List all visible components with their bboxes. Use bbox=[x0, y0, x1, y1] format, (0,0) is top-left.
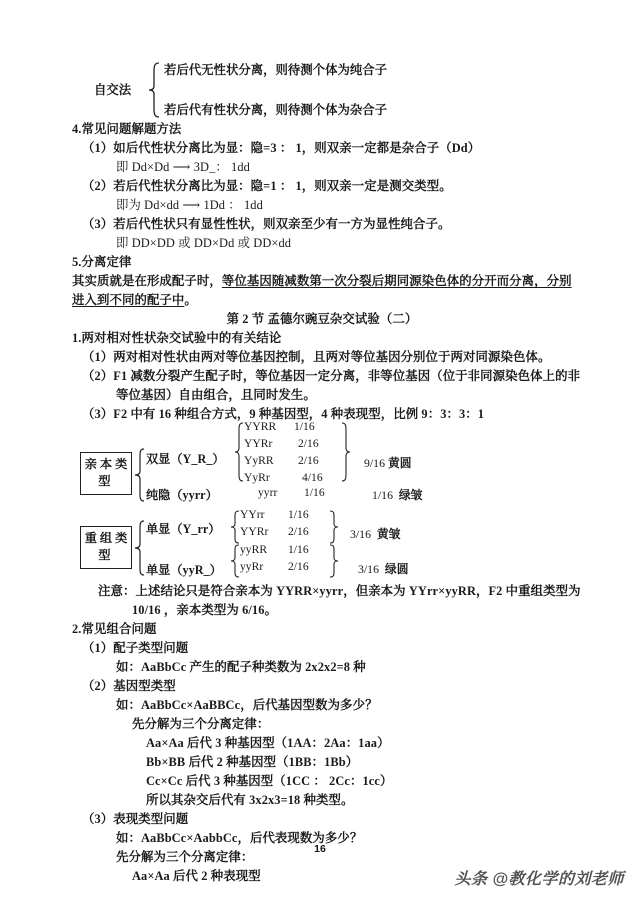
section5-heading: 5.分离定律 bbox=[72, 255, 132, 269]
section4-item-1: （1）如后代性状分离比为显：隐=3 ： 1，则双亲一定都是杂合子（Dd） bbox=[82, 141, 481, 155]
watermark: 头条 @教化学的刘老师 bbox=[454, 871, 624, 888]
section5-body-line1 bbox=[72, 272, 572, 291]
combination-q2-line-1: Aa×Aa 后代 3 种基因型（1AA：2Aa：1aa） bbox=[146, 736, 390, 750]
combination-q3-step: 先分解为三个分离定律： bbox=[116, 850, 254, 864]
single-dominant-yellow-left-brace-icon bbox=[230, 510, 240, 544]
self-cross-diagram bbox=[72, 58, 572, 120]
f2-ratio-diagram bbox=[72, 420, 572, 582]
summary-phenotype-pure-recessive: 绿皱 bbox=[398, 488, 423, 502]
fraction-single-dom-green-2: 2/16 bbox=[288, 560, 309, 573]
conclusions-item-2: （2）F1 减数分裂产生配子时，等位基因一定分离，非等位基因（位于非同源染色体上的非 bbox=[82, 369, 581, 383]
combination-q3-title: （3）表现类型问题 bbox=[82, 812, 189, 826]
page-number: 16 bbox=[314, 843, 326, 855]
genotype-yyrr-2: YYRr bbox=[244, 437, 273, 450]
genotype-single-dom-yellow-2: YYRr bbox=[240, 525, 269, 538]
combination-q2-line-2: Bb×BB 后代 2 种基因型（1BB：1Bb） bbox=[146, 755, 359, 769]
self-cross-label: 自交法 bbox=[94, 83, 132, 97]
summary-fraction-pure-recessive: 1/16 bbox=[372, 488, 393, 502]
double-dominant-left-brace-icon bbox=[234, 422, 244, 482]
parental-type-line1: 亲本类型 bbox=[84, 457, 131, 488]
genotype-single-dom-green-2: yyRr bbox=[240, 560, 264, 573]
section4-item-3: （2）若后代性状分离比为显：隐=1 ： 1，则双亲一定是测交类型。 bbox=[82, 179, 452, 193]
combination-q2-line-3: Cc×Cc 后代 3 种基因型（1CC ： 2Cc：1cc） bbox=[146, 774, 393, 788]
combination-q2-step: 先分解为三个分离定律： bbox=[132, 717, 270, 731]
parental-outer-brace-icon bbox=[134, 448, 145, 502]
single-dominant-green-left-brace-icon bbox=[230, 544, 240, 578]
genotype-yyrr-4: YyRr bbox=[244, 471, 270, 484]
summary-fraction-single-dom-yellow: 3/16 bbox=[350, 527, 371, 541]
document-body bbox=[72, 58, 581, 886]
recombinant-outer-brace-icon bbox=[134, 520, 145, 576]
section5-underline-2: 进入到不同的配子中 bbox=[72, 293, 185, 307]
section5-plain: 其实质就是在形成配子时， bbox=[72, 274, 222, 288]
section4-item-6: 即 DD×DD 或 DD×Dd 或 DD×dd bbox=[116, 236, 292, 250]
group-label-pure-recessive: 纯隐（yyrr） bbox=[146, 488, 218, 502]
summary-phenotype-double-dominant: 黄圆 bbox=[387, 456, 412, 470]
fraction-pure-recessive: 1/16 bbox=[304, 486, 325, 499]
summary-single-dominant-yellow bbox=[350, 525, 401, 542]
combination-q2-result: 所以其杂交后代有 3x2x3=18 种类型。 bbox=[146, 793, 354, 807]
chapter-title: 第 2 节 孟德尔豌豆杂交试验（二） bbox=[226, 312, 418, 326]
combination-q3-line-1: Aa×Aa 后代 2 种表现型 bbox=[132, 869, 261, 883]
fraction-single-dom-green-1: 1/16 bbox=[288, 543, 309, 556]
summary-phenotype-single-dom-yellow: 黄皱 bbox=[376, 527, 401, 541]
fraction-yyrr-4: 4/16 bbox=[302, 471, 323, 484]
section4-item-4: 即为 Dd×dd ⟶ 1Dd ： 1dd bbox=[116, 198, 263, 212]
single-dominant-yellow-right-brace-icon bbox=[328, 510, 339, 544]
recombinant-type-line1: 重组类型 bbox=[84, 531, 131, 562]
section5-body-line2 bbox=[72, 291, 572, 310]
self-cross-branch-bottom: 若后代有性状分离，则待测个体为杂合子 bbox=[164, 103, 388, 117]
combination-q1-example: 如：AaBbCc 产生的配子种类数为 2x2x2=8 种 bbox=[116, 660, 366, 674]
section5-tail: 。 bbox=[184, 293, 197, 307]
conclusions-item-3: （3）F2 中有 16 种组合方式，9 种基因型，4 种表现型，比例 9：3：3：1 bbox=[82, 407, 485, 421]
summary-double-dominant bbox=[364, 454, 412, 471]
conclusions-item-2-cont: 等位基因）自由组合，且同时发生。 bbox=[116, 388, 316, 402]
combination-heading: 2.常见组合问题 bbox=[72, 622, 157, 636]
fraction-single-dom-yellow-2: 2/16 bbox=[288, 525, 309, 538]
note-line-1: 注意：上述结论只是符合亲本为 YYRR×yyrr，但亲本为 YYrr×yyRR，F2 中重组类型为 bbox=[98, 584, 581, 598]
summary-fraction-double-dominant: 9/16 bbox=[364, 456, 385, 470]
combination-q1-title: （1）配子类型问题 bbox=[82, 641, 189, 655]
double-dominant-right-brace-icon bbox=[340, 422, 351, 482]
single-dominant-green-right-brace-icon bbox=[328, 544, 339, 578]
summary-single-dominant-green bbox=[358, 560, 409, 577]
fraction-yyrr-1: 1/16 bbox=[294, 420, 315, 433]
recombinant-type-box bbox=[80, 526, 132, 569]
section5-underline-1: 等位基因随减数第一次分裂后期同源染色体的分开而分离，分别 bbox=[221, 274, 572, 288]
fraction-single-dom-yellow-1: 1/16 bbox=[288, 508, 309, 521]
conclusions-heading: 1.两对相对性状杂交试验中的有关结论 bbox=[72, 331, 282, 345]
section4-item-5: （3）若后代性状只有显性性状，则双亲至少有一方为显性纯合子。 bbox=[82, 217, 451, 231]
fraction-yyrr-2: 2/16 bbox=[298, 437, 319, 450]
genotype-single-dom-yellow-1: YYrr bbox=[240, 508, 265, 521]
note-line-2: 10/16 ，亲本类型为 6/16。 bbox=[132, 603, 277, 617]
genotype-yyrr-1: YYRR bbox=[244, 420, 277, 433]
section4-item-2: 即 Dd×Dd ⟶ 3D_： 1dd bbox=[116, 160, 250, 174]
summary-phenotype-single-dom-green: 绿圆 bbox=[384, 562, 409, 576]
self-cross-brace-icon bbox=[148, 62, 160, 118]
group-label-double-dominant: 双显（Y_R_） bbox=[146, 452, 225, 466]
group-label-single-dominant-green: 单显（yyR_） bbox=[146, 563, 222, 577]
group-label-single-dominant-yellow: 单显（Y_rr） bbox=[146, 522, 221, 536]
combination-q2-example: 如：AaBbCc×AaBBCc，后代基因型数为多少？ bbox=[116, 698, 378, 712]
self-cross-branch-top: 若后代无性状分离，则待测个体为纯合子 bbox=[164, 63, 388, 77]
summary-fraction-single-dom-green: 3/16 bbox=[358, 562, 379, 576]
genotype-pure-recessive: yyrr bbox=[258, 486, 278, 499]
conclusions-item-1: （1）两对相对性状由两对等位基因控制，且两对等位基因分别位于两对同源染色体。 bbox=[82, 350, 551, 364]
combination-q3-example: 如：AaBbCc×AabbCc，后代表现数为多少？ bbox=[116, 831, 363, 845]
genotype-single-dom-green-1: yyRR bbox=[240, 543, 268, 556]
section4-heading: 4.常见问题解题方法 bbox=[72, 122, 182, 136]
fraction-yyrr-3: 2/16 bbox=[298, 454, 319, 467]
genotype-yyrr-3: YyRR bbox=[244, 454, 274, 467]
summary-pure-recessive bbox=[372, 486, 423, 503]
parental-type-box bbox=[80, 452, 132, 495]
combination-q2-title: （2）基因型类型 bbox=[82, 679, 176, 693]
